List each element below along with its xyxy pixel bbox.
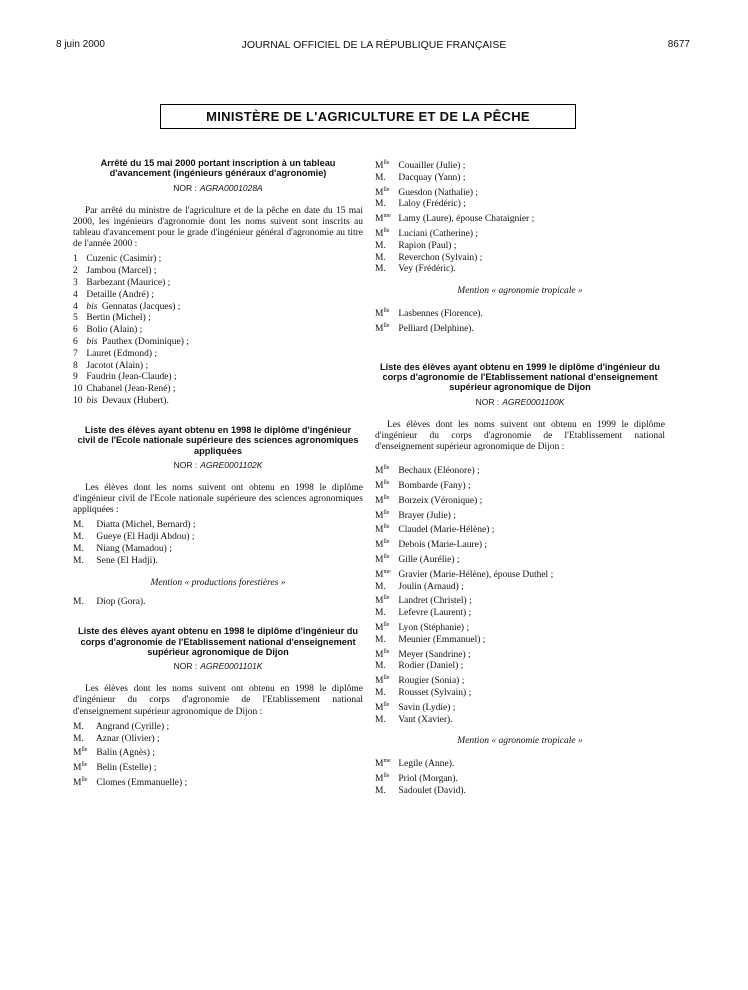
- civility-prefix: M.: [375, 661, 386, 672]
- entry-number: 10: [73, 384, 83, 395]
- section-title: Arrêté du 15 mai 2000 portant inscription à un tableau d'avancement (ingénieurs généraux d'agronomie): [100, 158, 336, 179]
- list-item: [375, 321, 665, 336]
- civility-suffix: lle: [383, 524, 390, 531]
- list-item: [73, 745, 363, 760]
- entry-civility: [375, 241, 396, 253]
- entry-name: Rousset (Sylvain) ;: [398, 687, 472, 698]
- entry-name: Joulin (Arnaud) ;: [398, 581, 464, 592]
- civility-prefix: M: [375, 702, 384, 713]
- list-item: [73, 266, 363, 278]
- entry-name: Barbezant (Maurice) ;: [86, 278, 171, 289]
- section-intro: Par arrêté du ministre de l'agriculture et de la pêche en date du 15 mai 2000, les ingénieurs d'agronomie dont les noms suivent sont inscrits au tableau d'avancement pour le grade d'ingénieur général d'agronomie au titre de l'année 2000 :: [73, 205, 363, 250]
- list-item: [375, 226, 665, 241]
- entry-name: Dacquay (Yann) ;: [398, 172, 466, 183]
- entry-list: [375, 463, 665, 726]
- section-title: Liste des élèves ayant obtenu en 1998 le diplôme d'ingénieur civil de l'Ecole nationale supérieure des sciences agronomiques appliquées: [77, 424, 359, 456]
- civility-prefix: M.: [375, 687, 386, 698]
- mention-heading: Mention « productions forestières »: [150, 577, 286, 588]
- entry-name: Gille (Aurélie) ;: [398, 554, 460, 565]
- entry-number: 5: [73, 313, 78, 324]
- civility-prefix: M.: [375, 264, 386, 275]
- civility-prefix: M: [375, 596, 384, 607]
- entry-name: Gravier (Marie-Hélène), épouse Duthel ;: [398, 569, 554, 580]
- entry-civility: [375, 199, 396, 211]
- entry-name: Bombarde (Fany) ;: [398, 480, 471, 491]
- entry-number: 2: [73, 266, 78, 277]
- section-dijon-1998: [73, 626, 363, 790]
- entry-civility: [375, 620, 396, 635]
- entry-name: Bechaux (Eléonore) ;: [398, 466, 480, 477]
- entry-number: 7: [73, 348, 78, 359]
- entry-name: Gueye (El Hadji Abdou) ;: [96, 532, 195, 543]
- entry-name: Sadoulet (David).: [398, 785, 466, 796]
- nor-reference: [73, 460, 363, 472]
- entry-civility: [375, 253, 396, 265]
- civility-prefix: M.: [375, 252, 386, 263]
- civility-prefix: M.: [73, 532, 84, 543]
- list-item: [73, 254, 363, 266]
- left-column: [73, 158, 363, 790]
- entry-name: Legile (Anne).: [398, 759, 455, 770]
- list-item: [375, 608, 665, 620]
- entry-civility: [375, 173, 396, 185]
- header-title: JOURNAL OFFICIEL DE LA RÉPUBLIQUE FRANÇAISE: [241, 39, 507, 51]
- civility-prefix: M: [375, 214, 384, 225]
- entry-civility: [73, 722, 94, 734]
- civility-prefix: M: [375, 622, 384, 633]
- section-intro: Les élèves dont les noms suivent ont obtenu en 1998 le diplôme d'ingénieur civil de l'Ecole nationale supérieure des sciences agronomiques appliquées :: [73, 482, 363, 516]
- list-item: [375, 620, 665, 635]
- civility-suffix: lle: [383, 648, 390, 655]
- entry-name: Diatta (Michel, Bernard) ;: [96, 520, 196, 531]
- list-item: [375, 715, 665, 727]
- list-item: [375, 264, 665, 276]
- list-item: [375, 661, 665, 673]
- list-item: [73, 361, 363, 373]
- civility-suffix: lle: [383, 186, 390, 193]
- entry-civility: [375, 306, 396, 321]
- civility-suffix: lle: [383, 595, 390, 602]
- civility-prefix: M: [375, 480, 384, 491]
- civility-suffix: me: [383, 213, 391, 220]
- entry-civility: [375, 537, 396, 552]
- civility-prefix: M: [375, 187, 384, 198]
- civility-prefix: M.: [375, 240, 386, 251]
- entry-name: Laloy (Frédéric) ;: [398, 199, 466, 210]
- civility-suffix: me: [383, 758, 391, 765]
- civility-prefix: M: [73, 778, 82, 788]
- list-item: [375, 567, 665, 582]
- entry-name: Angrand (Cyrille) ;: [95, 721, 170, 732]
- list-item: [375, 552, 665, 567]
- entry-number: 10: [73, 395, 83, 406]
- entry-list: [73, 520, 363, 567]
- civility-prefix: M.: [375, 785, 386, 796]
- entry-number: 3: [73, 278, 78, 289]
- list-item: [375, 173, 665, 185]
- nor-reference: [73, 661, 363, 673]
- list-item: [73, 278, 363, 290]
- nor-code: AGRE0001102K: [200, 460, 263, 470]
- list-item: [73, 372, 363, 384]
- list-item: [375, 537, 665, 552]
- list-item: [73, 734, 363, 746]
- list-item: [375, 688, 665, 700]
- list-item: [375, 635, 665, 647]
- entry-bis: bis: [86, 395, 98, 406]
- list-item: [375, 786, 665, 798]
- entry-civility: [375, 508, 396, 523]
- section-arrete: [73, 158, 363, 408]
- entry-civility: [375, 673, 396, 688]
- civility-prefix: M: [375, 510, 384, 521]
- entry-civility: [73, 532, 94, 544]
- civility-prefix: M.: [375, 714, 386, 725]
- entry-list: [73, 254, 363, 407]
- list-item: [73, 760, 363, 775]
- page-number: 8677: [667, 39, 690, 50]
- list-item: [375, 478, 665, 493]
- entry-number: 6: [73, 325, 78, 336]
- right-column: [375, 158, 665, 798]
- entry-civility: [375, 552, 396, 567]
- mention-heading: Mention « agronomie tropicale »: [457, 286, 583, 297]
- civility-suffix: lle: [383, 553, 390, 560]
- entry-name: Jacotot (Alain) ;: [86, 360, 149, 371]
- mention-entry-list: [73, 597, 363, 609]
- list-item: [73, 396, 363, 408]
- list-item: [375, 756, 665, 771]
- entry-civility: [375, 700, 396, 715]
- entry-civility: [375, 661, 396, 673]
- section-intro: Les élèves dont les noms suivent ont obtenu en 1999 le diplôme d'ingénieur du corps d'agronomie de l'Etablissement national d'enseignement supérieur agronomique de Dijon :: [375, 419, 665, 452]
- entry-name: Lasbennes (Florence).: [398, 308, 483, 319]
- entry-civility: [375, 226, 396, 241]
- entry-list: [375, 158, 665, 276]
- list-item: [375, 647, 665, 662]
- entry-civility: [375, 756, 396, 771]
- civility-prefix: M.: [73, 520, 84, 531]
- list-item: [375, 211, 665, 226]
- list-item: [375, 241, 665, 253]
- civility-prefix: M: [375, 773, 384, 784]
- list-item: [73, 325, 363, 337]
- entry-name: Pauthex (Dominique) ;: [101, 337, 189, 347]
- civility-prefix: M: [375, 525, 384, 536]
- entry-civility: [73, 745, 94, 760]
- entry-name: Rapion (Paul) ;: [398, 240, 457, 251]
- list-item: [73, 520, 363, 532]
- entry-civility: [375, 463, 396, 478]
- entry-name: Sene (El Hadji).: [96, 555, 158, 566]
- list-item: [375, 493, 665, 508]
- civility-prefix: M: [375, 323, 384, 334]
- entry-name: Borzeix (Véronique) ;: [398, 495, 483, 506]
- section-ensa: [73, 425, 363, 609]
- list-item: [375, 771, 665, 786]
- entry-name: Lefevre (Laurent) ;: [398, 608, 472, 619]
- entry-number: 4: [73, 301, 78, 312]
- ministry-banner: MINISTÈRE DE L'AGRICULTURE ET DE LA PÊCHE: [160, 104, 576, 129]
- civility-prefix: M: [375, 759, 384, 770]
- section-dijon-1999: [375, 362, 665, 798]
- civility-prefix: M: [375, 308, 384, 319]
- list-item: [375, 306, 665, 321]
- civility-suffix: lle: [81, 777, 88, 783]
- civility-prefix: M.: [375, 581, 386, 592]
- entry-civility: [73, 597, 94, 609]
- civility-prefix: M: [375, 649, 384, 660]
- nor-reference: [73, 183, 363, 195]
- entry-number: 1: [73, 254, 78, 265]
- entry-number: 8: [73, 360, 78, 371]
- section-intro: Les élèves dont les noms suivent ont obtenu en 1998 le diplôme d'ingénieur du corps d'agronomie de l'Etablissement national d'enseignement supérieur agronomique de Dijon :: [73, 684, 363, 717]
- nor-code: AGRE0001101K: [200, 661, 263, 672]
- civility-prefix: M: [73, 748, 82, 759]
- entry-name: Cuzenic (Casimir) ;: [86, 254, 162, 265]
- civility-prefix: M: [375, 161, 384, 171]
- civility-prefix: M: [73, 763, 82, 774]
- entry-civility: [375, 608, 396, 620]
- civility-prefix: M.: [73, 597, 84, 608]
- civility-prefix: M.: [73, 544, 84, 554]
- civility-suffix: lle: [383, 160, 390, 166]
- entry-name: Jambou (Marcel) ;: [86, 266, 157, 277]
- civility-suffix: lle: [383, 307, 390, 314]
- entry-civility: [375, 593, 396, 608]
- mention-entry-list: [375, 306, 665, 336]
- civility-prefix: M: [375, 495, 384, 506]
- entry-name: Lamy (Laure), épouse Chataignier ;: [398, 214, 535, 225]
- entry-name: Bolio (Alain) ;: [86, 325, 143, 336]
- entry-number: 9: [73, 372, 78, 383]
- list-item: [73, 313, 363, 325]
- entry-civility: [375, 185, 396, 200]
- entry-name: Pelliard (Delphine).: [398, 323, 474, 334]
- civility-prefix: M: [375, 554, 384, 565]
- entry-name: Meyer (Sandrine) ;: [398, 649, 471, 660]
- entry-civility: [375, 786, 396, 798]
- entry-name: Vey (Frédéric).: [398, 264, 456, 275]
- list-item: [73, 532, 363, 544]
- entry-name: Debois (Marie-Laure) ;: [398, 540, 488, 551]
- entry-civility: [375, 771, 396, 786]
- list-item: [375, 199, 665, 211]
- civility-prefix: M.: [375, 634, 386, 645]
- civility-prefix: M: [375, 676, 384, 687]
- entry-name: Chabanel (Jean-René) ;: [86, 384, 176, 395]
- list-item: [73, 775, 363, 790]
- list-item: [375, 700, 665, 715]
- list-item: [375, 522, 665, 537]
- civility-suffix: lle: [383, 772, 390, 779]
- entry-number: 4: [73, 289, 78, 300]
- civility-suffix: lle: [383, 621, 390, 628]
- civility-suffix: lle: [383, 465, 390, 472]
- entry-name: Rougier (Sonia) ;: [398, 676, 465, 687]
- entry-name: Balin (Agnès) ;: [96, 748, 155, 759]
- entry-name: Clomes (Emmanuelle) ;: [96, 778, 188, 788]
- entry-civility: [73, 544, 94, 556]
- entry-name: Lyon (Stéphanie) ;: [398, 622, 470, 633]
- entry-name: Niang (Mamadou) ;: [96, 544, 172, 554]
- entry-name: Priol (Morgan).: [398, 773, 458, 784]
- nor-reference: [375, 397, 665, 409]
- civility-prefix: M.: [73, 733, 84, 744]
- list-item: [73, 544, 363, 556]
- list-item: [375, 185, 665, 200]
- entry-name: Savin (Lydie) ;: [398, 702, 456, 713]
- nor-label: NOR :: [475, 396, 500, 407]
- entry-civility: [375, 264, 396, 276]
- list-item: [73, 290, 363, 302]
- civility-prefix: M.: [73, 555, 84, 566]
- civility-suffix: lle: [383, 701, 390, 708]
- civility-suffix: lle: [383, 227, 390, 234]
- civility-suffix: lle: [81, 747, 88, 754]
- civility-prefix: M.: [375, 608, 386, 619]
- civility-prefix: M.: [73, 721, 84, 732]
- entry-name: Claudel (Marie-Hélène) ;: [398, 525, 495, 536]
- list-item: [73, 722, 363, 734]
- section-title: Liste des élèves ayant obtenu en 1998 le diplôme d'ingénieur du corps d'agronomie de l'Etablissement national d'enseignement supérieur agronomique de Dijon: [78, 626, 358, 657]
- entry-civility: [73, 520, 94, 532]
- civility-suffix: lle: [383, 675, 390, 682]
- civility-suffix: lle: [383, 509, 390, 516]
- list-item: [73, 597, 363, 609]
- entry-name: Guesdon (Nathalie) ;: [398, 187, 479, 198]
- nor-label: NOR :: [173, 182, 197, 193]
- entry-name: Rodier (Daniel) ;: [398, 661, 464, 672]
- entry-civility: [73, 556, 94, 568]
- entry-name: Aznar (Olivier) ;: [95, 733, 160, 744]
- civility-prefix: M: [375, 540, 384, 551]
- mention-entry-list: [375, 756, 665, 797]
- entry-name: Faudrin (Jean-Claude) ;: [86, 372, 177, 383]
- entry-civility: [375, 493, 396, 508]
- list-item: [375, 508, 665, 523]
- entry-civility: [73, 775, 94, 790]
- entry-name: Reverchon (Sylvain) ;: [398, 252, 483, 263]
- nor-code: AGRE0001100K: [502, 396, 565, 407]
- entry-name: Diop (Gora).: [96, 597, 146, 608]
- header-date: 8 juin 2000: [56, 39, 105, 50]
- entry-name: Vant (Xavier).: [398, 714, 453, 725]
- entry-list: [73, 722, 363, 790]
- entry-civility: [375, 478, 396, 493]
- entry-civility: [375, 158, 396, 173]
- civility-suffix: lle: [81, 762, 88, 769]
- list-item: [73, 302, 363, 314]
- civility-suffix: lle: [383, 322, 390, 329]
- list-item: [73, 349, 363, 361]
- entry-civility: [73, 734, 94, 746]
- civility-suffix: lle: [383, 494, 390, 501]
- entry-civility: [375, 647, 396, 662]
- entry-name: Luciani (Catherine) ;: [398, 228, 479, 239]
- civility-suffix: lle: [383, 479, 390, 486]
- entry-name: Meunier (Emmanuel) ;: [398, 634, 486, 645]
- section-title: Liste des élèves ayant obtenu en 1999 le diplôme d'ingénieur du corps d'agronomie de l'Etablissement national d'enseignement supérieur agronomique de Dijon: [380, 361, 660, 393]
- entry-bis: bis: [86, 337, 98, 347]
- entry-civility: [375, 635, 396, 647]
- list-item: [73, 384, 363, 396]
- entry-name: Lauret (Edmond) ;: [86, 348, 158, 359]
- entry-civility: [375, 522, 396, 537]
- entry-civility: [375, 211, 396, 226]
- civility-prefix: M.: [375, 199, 386, 210]
- entry-name: Gennatas (Jacques) ;: [101, 301, 181, 312]
- entry-name: Bertin (Michel) ;: [86, 313, 151, 324]
- entry-civility: [375, 321, 396, 336]
- list-item: [375, 463, 665, 478]
- list-item: [375, 158, 665, 173]
- nor-label: NOR :: [173, 460, 198, 470]
- nor-label: NOR :: [173, 661, 198, 672]
- list-item: [375, 593, 665, 608]
- entry-civility: [375, 715, 396, 727]
- entry-civility: [375, 567, 396, 582]
- entry-name: Belin (Estelle) ;: [96, 763, 157, 774]
- list-item: [73, 337, 363, 349]
- mention-heading: Mention « agronomie tropicale »: [457, 736, 583, 747]
- entry-civility: [375, 582, 396, 594]
- list-item: [375, 582, 665, 594]
- civility-prefix: M.: [375, 172, 386, 183]
- list-item: [375, 253, 665, 265]
- civility-suffix: lle: [383, 539, 390, 546]
- section-dijon-1998-continued: [375, 158, 665, 336]
- nor-code: AGRA0001028A: [199, 182, 263, 193]
- entry-bis: bis: [86, 301, 98, 312]
- entry-civility: [375, 688, 396, 700]
- civility-prefix: M: [375, 228, 384, 239]
- entry-name: Brayer (Julie) ;: [398, 510, 456, 521]
- civility-prefix: M: [375, 569, 384, 580]
- entry-civility: [73, 760, 94, 775]
- entry-name: Detaille (André) ;: [86, 289, 154, 300]
- list-item: [73, 556, 363, 568]
- entry-name: Landret (Christel) ;: [398, 596, 472, 607]
- civility-suffix: me: [383, 568, 391, 575]
- civility-prefix: M: [375, 466, 384, 477]
- entry-number: 6: [73, 337, 78, 347]
- entry-name: Couailler (Julie) ;: [398, 161, 466, 171]
- entry-name: Devaux (Hubert).: [101, 395, 169, 406]
- list-item: [375, 673, 665, 688]
